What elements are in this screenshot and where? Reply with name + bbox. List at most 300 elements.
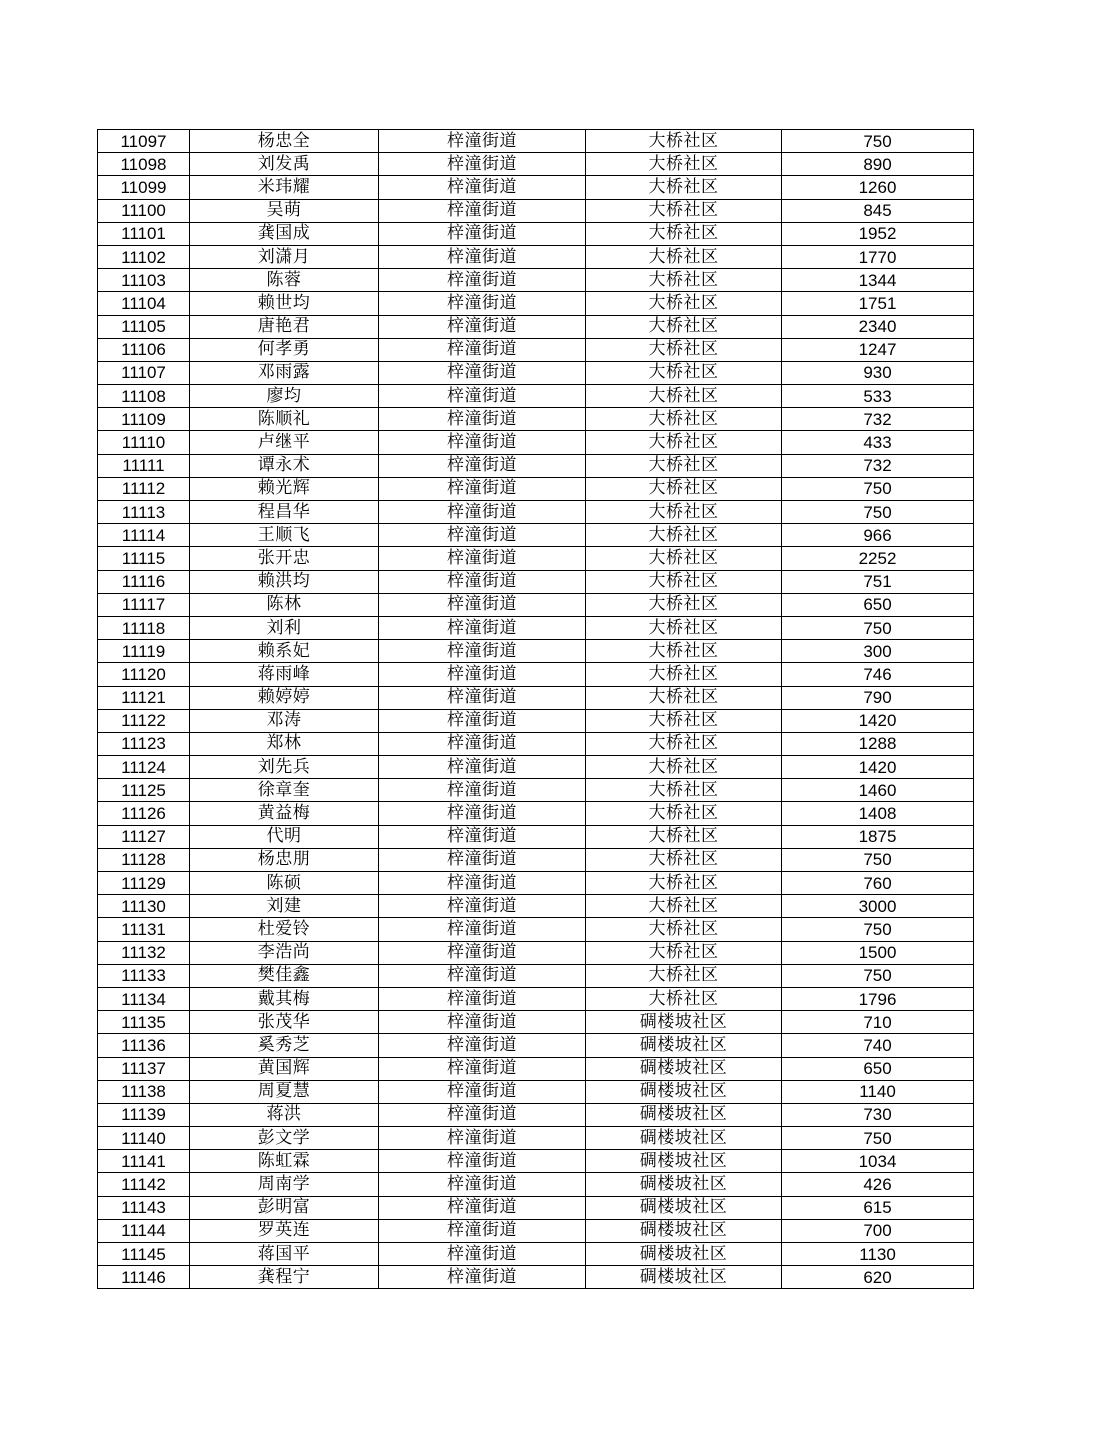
name-cell: 彭明富: [190, 1196, 379, 1219]
row-id-cell: 11124: [98, 756, 190, 779]
street-cell: 梓潼街道: [379, 895, 586, 918]
community-cell: 碉楼坡社区: [586, 1219, 782, 1242]
row-id-cell: 11119: [98, 640, 190, 663]
community-cell: 大桥社区: [586, 199, 782, 222]
name-cell: 戴其梅: [190, 987, 379, 1010]
street-cell: 梓潼街道: [379, 1034, 586, 1057]
community-cell: 碉楼坡社区: [586, 1243, 782, 1266]
name-cell: 何孝勇: [190, 338, 379, 361]
table-row: [98, 153, 974, 176]
street-cell: 梓潼街道: [379, 338, 586, 361]
name-cell: 刘先兵: [190, 756, 379, 779]
street-cell: 梓潼街道: [379, 524, 586, 547]
street-cell: 梓潼街道: [379, 454, 586, 477]
table-row: [98, 524, 974, 547]
name-cell: 黄益梅: [190, 802, 379, 825]
amount-cell: 1770: [782, 245, 974, 268]
name-cell: 陈硕: [190, 872, 379, 895]
table-row: [98, 987, 974, 1010]
community-cell: 大桥社区: [586, 686, 782, 709]
name-cell: 黄国辉: [190, 1057, 379, 1080]
name-cell: 赖婷婷: [190, 686, 379, 709]
table-row: [98, 501, 974, 524]
row-id-cell: 11142: [98, 1173, 190, 1196]
row-id-cell: 11118: [98, 616, 190, 639]
community-cell: 大桥社区: [586, 895, 782, 918]
row-id-cell: 11146: [98, 1266, 190, 1289]
amount-cell: 2252: [782, 547, 974, 570]
row-id-cell: 11140: [98, 1127, 190, 1150]
table-row: [98, 616, 974, 639]
table-row: [98, 130, 974, 153]
amount-cell: 750: [782, 130, 974, 153]
community-cell: 碉楼坡社区: [586, 1127, 782, 1150]
street-cell: 梓潼街道: [379, 1196, 586, 1219]
community-cell: 大桥社区: [586, 245, 782, 268]
table-row: [98, 756, 974, 779]
community-cell: 大桥社区: [586, 222, 782, 245]
table-row: [98, 663, 974, 686]
name-cell: 徐章奎: [190, 779, 379, 802]
street-cell: 梓潼街道: [379, 848, 586, 871]
community-cell: 大桥社区: [586, 756, 782, 779]
name-cell: 赖洪均: [190, 570, 379, 593]
name-cell: 程昌华: [190, 501, 379, 524]
name-cell: 王顺飞: [190, 524, 379, 547]
row-id-cell: 11110: [98, 431, 190, 454]
community-cell: 大桥社区: [586, 663, 782, 686]
name-cell: 张开忠: [190, 547, 379, 570]
community-cell: 大桥社区: [586, 385, 782, 408]
community-cell: 大桥社区: [586, 825, 782, 848]
street-cell: 梓潼街道: [379, 987, 586, 1010]
name-cell: 郑林: [190, 732, 379, 755]
street-cell: 梓潼街道: [379, 269, 586, 292]
table-row: [98, 1196, 974, 1219]
community-cell: 碉楼坡社区: [586, 1103, 782, 1126]
name-cell: 代明: [190, 825, 379, 848]
community-cell: 大桥社区: [586, 292, 782, 315]
street-cell: 梓潼街道: [379, 245, 586, 268]
row-id-cell: 11145: [98, 1243, 190, 1266]
amount-cell: 750: [782, 501, 974, 524]
row-id-cell: 11134: [98, 987, 190, 1010]
table-row: [98, 709, 974, 732]
street-cell: 梓潼街道: [379, 616, 586, 639]
row-id-cell: 11101: [98, 222, 190, 245]
street-cell: 梓潼街道: [379, 756, 586, 779]
row-id-cell: 11139: [98, 1103, 190, 1126]
name-cell: 邓涛: [190, 709, 379, 732]
row-id-cell: 11099: [98, 176, 190, 199]
table-row: [98, 1266, 974, 1289]
amount-cell: 730: [782, 1103, 974, 1126]
community-cell: 大桥社区: [586, 941, 782, 964]
row-id-cell: 11106: [98, 338, 190, 361]
street-cell: 梓潼街道: [379, 779, 586, 802]
amount-cell: 1140: [782, 1080, 974, 1103]
table-row: [98, 1103, 974, 1126]
table-row: [98, 547, 974, 570]
table-row: [98, 338, 974, 361]
amount-cell: 1034: [782, 1150, 974, 1173]
row-id-cell: 11098: [98, 153, 190, 176]
row-id-cell: 11130: [98, 895, 190, 918]
community-cell: 碉楼坡社区: [586, 1196, 782, 1219]
street-cell: 梓潼街道: [379, 361, 586, 384]
name-cell: 刘发禹: [190, 153, 379, 176]
name-cell: 蒋国平: [190, 1243, 379, 1266]
name-cell: 刘建: [190, 895, 379, 918]
table-row: [98, 848, 974, 871]
table-row: [98, 176, 974, 199]
amount-cell: 1130: [782, 1243, 974, 1266]
amount-cell: 1460: [782, 779, 974, 802]
street-cell: 梓潼街道: [379, 640, 586, 663]
community-cell: 碉楼坡社区: [586, 1150, 782, 1173]
name-cell: 吴萌: [190, 199, 379, 222]
name-cell: 赖系妃: [190, 640, 379, 663]
amount-cell: 751: [782, 570, 974, 593]
community-cell: 大桥社区: [586, 964, 782, 987]
table-row: [98, 918, 974, 941]
street-cell: 梓潼街道: [379, 547, 586, 570]
community-cell: 碉楼坡社区: [586, 1034, 782, 1057]
street-cell: 梓潼街道: [379, 802, 586, 825]
street-cell: 梓潼街道: [379, 408, 586, 431]
amount-cell: 732: [782, 408, 974, 431]
name-cell: 蒋洪: [190, 1103, 379, 1126]
name-cell: 谭永术: [190, 454, 379, 477]
street-cell: 梓潼街道: [379, 941, 586, 964]
row-id-cell: 11125: [98, 779, 190, 802]
row-id-cell: 11127: [98, 825, 190, 848]
row-id-cell: 11121: [98, 686, 190, 709]
table-row: [98, 292, 974, 315]
name-cell: 唐艳君: [190, 315, 379, 338]
community-cell: 大桥社区: [586, 454, 782, 477]
row-id-cell: 11113: [98, 501, 190, 524]
row-id-cell: 11097: [98, 130, 190, 153]
name-cell: 刘潇月: [190, 245, 379, 268]
community-cell: 大桥社区: [586, 640, 782, 663]
street-cell: 梓潼街道: [379, 1080, 586, 1103]
row-id-cell: 11136: [98, 1034, 190, 1057]
row-id-cell: 11100: [98, 199, 190, 222]
amount-cell: 1751: [782, 292, 974, 315]
street-cell: 梓潼街道: [379, 1150, 586, 1173]
amount-cell: 533: [782, 385, 974, 408]
name-cell: 蒋雨峰: [190, 663, 379, 686]
name-cell: 龚国成: [190, 222, 379, 245]
amount-cell: 2340: [782, 315, 974, 338]
name-cell: 彭文学: [190, 1127, 379, 1150]
name-cell: 陈蓉: [190, 269, 379, 292]
street-cell: 梓潼街道: [379, 825, 586, 848]
street-cell: 梓潼街道: [379, 292, 586, 315]
table-row: [98, 686, 974, 709]
row-id-cell: 11107: [98, 361, 190, 384]
row-id-cell: 11116: [98, 570, 190, 593]
amount-cell: 750: [782, 964, 974, 987]
name-cell: 刘利: [190, 616, 379, 639]
amount-cell: 746: [782, 663, 974, 686]
table-row: [98, 1173, 974, 1196]
name-cell: 罗英连: [190, 1219, 379, 1242]
street-cell: 梓潼街道: [379, 964, 586, 987]
community-cell: 大桥社区: [586, 338, 782, 361]
table-row: [98, 1011, 974, 1034]
street-cell: 梓潼街道: [379, 130, 586, 153]
table-row: [98, 315, 974, 338]
table-row: [98, 593, 974, 616]
amount-cell: 1500: [782, 941, 974, 964]
name-cell: 奚秀芝: [190, 1034, 379, 1057]
row-id-cell: 11112: [98, 477, 190, 500]
row-id-cell: 11123: [98, 732, 190, 755]
amount-cell: 615: [782, 1196, 974, 1219]
amount-cell: 790: [782, 686, 974, 709]
table-row: [98, 361, 974, 384]
table-row: [98, 895, 974, 918]
street-cell: 梓潼街道: [379, 1127, 586, 1150]
table-row: [98, 1150, 974, 1173]
row-id-cell: 11115: [98, 547, 190, 570]
amount-cell: 890: [782, 153, 974, 176]
row-id-cell: 11135: [98, 1011, 190, 1034]
community-cell: 大桥社区: [586, 802, 782, 825]
community-cell: 大桥社区: [586, 987, 782, 1010]
table-row: [98, 385, 974, 408]
amount-cell: 433: [782, 431, 974, 454]
street-cell: 梓潼街道: [379, 872, 586, 895]
community-cell: 大桥社区: [586, 477, 782, 500]
street-cell: 梓潼街道: [379, 1011, 586, 1034]
table-row: [98, 802, 974, 825]
row-id-cell: 11128: [98, 848, 190, 871]
community-cell: 大桥社区: [586, 593, 782, 616]
row-id-cell: 11111: [98, 454, 190, 477]
amount-cell: 1875: [782, 825, 974, 848]
amount-cell: 1247: [782, 338, 974, 361]
table-row: [98, 1057, 974, 1080]
name-cell: 张茂华: [190, 1011, 379, 1034]
table-row: [98, 408, 974, 431]
street-cell: 梓潼街道: [379, 1103, 586, 1126]
table-row: [98, 454, 974, 477]
community-cell: 大桥社区: [586, 153, 782, 176]
community-cell: 大桥社区: [586, 315, 782, 338]
name-cell: 杨忠全: [190, 130, 379, 153]
row-id-cell: 11141: [98, 1150, 190, 1173]
community-cell: 大桥社区: [586, 918, 782, 941]
row-id-cell: 11137: [98, 1057, 190, 1080]
street-cell: 梓潼街道: [379, 222, 586, 245]
street-cell: 梓潼街道: [379, 1219, 586, 1242]
community-cell: 碉楼坡社区: [586, 1266, 782, 1289]
row-id-cell: 11114: [98, 524, 190, 547]
table-row: [98, 640, 974, 663]
amount-cell: 750: [782, 1127, 974, 1150]
table-row: [98, 1080, 974, 1103]
amount-cell: 750: [782, 477, 974, 500]
street-cell: 梓潼街道: [379, 501, 586, 524]
row-id-cell: 11103: [98, 269, 190, 292]
amount-cell: 750: [782, 918, 974, 941]
table-row: [98, 779, 974, 802]
community-cell: 大桥社区: [586, 570, 782, 593]
table-row: [98, 431, 974, 454]
name-cell: 廖均: [190, 385, 379, 408]
street-cell: 梓潼街道: [379, 732, 586, 755]
row-id-cell: 11105: [98, 315, 190, 338]
community-cell: 碉楼坡社区: [586, 1080, 782, 1103]
amount-cell: 966: [782, 524, 974, 547]
name-cell: 米玮耀: [190, 176, 379, 199]
name-cell: 周夏慧: [190, 1080, 379, 1103]
street-cell: 梓潼街道: [379, 1173, 586, 1196]
street-cell: 梓潼街道: [379, 570, 586, 593]
name-cell: 邓雨露: [190, 361, 379, 384]
amount-cell: 1952: [782, 222, 974, 245]
name-cell: 赖世均: [190, 292, 379, 315]
row-id-cell: 11108: [98, 385, 190, 408]
street-cell: 梓潼街道: [379, 1266, 586, 1289]
amount-cell: 1288: [782, 732, 974, 755]
row-id-cell: 11120: [98, 663, 190, 686]
table-row: [98, 825, 974, 848]
community-cell: 大桥社区: [586, 431, 782, 454]
community-cell: 大桥社区: [586, 361, 782, 384]
table-row: [98, 964, 974, 987]
street-cell: 梓潼街道: [379, 593, 586, 616]
amount-cell: 760: [782, 872, 974, 895]
row-id-cell: 11129: [98, 872, 190, 895]
community-cell: 碉楼坡社区: [586, 1173, 782, 1196]
amount-cell: 930: [782, 361, 974, 384]
amount-cell: 1420: [782, 756, 974, 779]
row-id-cell: 11143: [98, 1196, 190, 1219]
community-cell: 大桥社区: [586, 616, 782, 639]
name-cell: 陈林: [190, 593, 379, 616]
amount-cell: 300: [782, 640, 974, 663]
amount-cell: 1408: [782, 802, 974, 825]
amount-cell: 740: [782, 1034, 974, 1057]
table-row: [98, 222, 974, 245]
name-cell: 杜爱铃: [190, 918, 379, 941]
street-cell: 梓潼街道: [379, 176, 586, 199]
name-cell: 陈虹霖: [190, 1150, 379, 1173]
name-cell: 樊佳鑫: [190, 964, 379, 987]
community-cell: 大桥社区: [586, 130, 782, 153]
amount-cell: 3000: [782, 895, 974, 918]
row-id-cell: 11133: [98, 964, 190, 987]
community-cell: 大桥社区: [586, 848, 782, 871]
name-cell: 赖光辉: [190, 477, 379, 500]
table-row: [98, 1219, 974, 1242]
roster-table: [97, 129, 974, 1289]
street-cell: 梓潼街道: [379, 1243, 586, 1266]
name-cell: 龚程宁: [190, 1266, 379, 1289]
table-row: [98, 477, 974, 500]
street-cell: 梓潼街道: [379, 709, 586, 732]
community-cell: 碉楼坡社区: [586, 1011, 782, 1034]
table-row: [98, 941, 974, 964]
name-cell: 杨忠朋: [190, 848, 379, 871]
table-row: [98, 570, 974, 593]
table-row: [98, 872, 974, 895]
amount-cell: 650: [782, 593, 974, 616]
name-cell: 卢继平: [190, 431, 379, 454]
row-id-cell: 11138: [98, 1080, 190, 1103]
amount-cell: 750: [782, 616, 974, 639]
table-row: [98, 1243, 974, 1266]
row-id-cell: 11144: [98, 1219, 190, 1242]
community-cell: 大桥社区: [586, 501, 782, 524]
street-cell: 梓潼街道: [379, 686, 586, 709]
street-cell: 梓潼街道: [379, 199, 586, 222]
amount-cell: 700: [782, 1219, 974, 1242]
community-cell: 大桥社区: [586, 872, 782, 895]
amount-cell: 650: [782, 1057, 974, 1080]
community-cell: 大桥社区: [586, 176, 782, 199]
street-cell: 梓潼街道: [379, 663, 586, 686]
community-cell: 大桥社区: [586, 408, 782, 431]
row-id-cell: 11132: [98, 941, 190, 964]
name-cell: 陈顺礼: [190, 408, 379, 431]
community-cell: 大桥社区: [586, 524, 782, 547]
amount-cell: 426: [782, 1173, 974, 1196]
community-cell: 大桥社区: [586, 709, 782, 732]
name-cell: 周南学: [190, 1173, 379, 1196]
amount-cell: 1260: [782, 176, 974, 199]
table-row: [98, 1034, 974, 1057]
table-row: [98, 199, 974, 222]
street-cell: 梓潼街道: [379, 315, 586, 338]
street-cell: 梓潼街道: [379, 153, 586, 176]
amount-cell: 1420: [782, 709, 974, 732]
amount-cell: 710: [782, 1011, 974, 1034]
roster-table-body: [98, 130, 974, 1289]
street-cell: 梓潼街道: [379, 385, 586, 408]
community-cell: 大桥社区: [586, 779, 782, 802]
name-cell: 李浩尚: [190, 941, 379, 964]
amount-cell: 1796: [782, 987, 974, 1010]
community-cell: 碉楼坡社区: [586, 1057, 782, 1080]
amount-cell: 845: [782, 199, 974, 222]
street-cell: 梓潼街道: [379, 431, 586, 454]
amount-cell: 750: [782, 848, 974, 871]
street-cell: 梓潼街道: [379, 918, 586, 941]
row-id-cell: 11117: [98, 593, 190, 616]
amount-cell: 732: [782, 454, 974, 477]
street-cell: 梓潼街道: [379, 1057, 586, 1080]
community-cell: 大桥社区: [586, 547, 782, 570]
community-cell: 大桥社区: [586, 732, 782, 755]
amount-cell: 620: [782, 1266, 974, 1289]
row-id-cell: 11131: [98, 918, 190, 941]
table-row: [98, 245, 974, 268]
table-row: [98, 269, 974, 292]
row-id-cell: 11102: [98, 245, 190, 268]
community-cell: 大桥社区: [586, 269, 782, 292]
table-row: [98, 1127, 974, 1150]
row-id-cell: 11126: [98, 802, 190, 825]
table-row: [98, 732, 974, 755]
amount-cell: 1344: [782, 269, 974, 292]
row-id-cell: 11104: [98, 292, 190, 315]
row-id-cell: 11122: [98, 709, 190, 732]
